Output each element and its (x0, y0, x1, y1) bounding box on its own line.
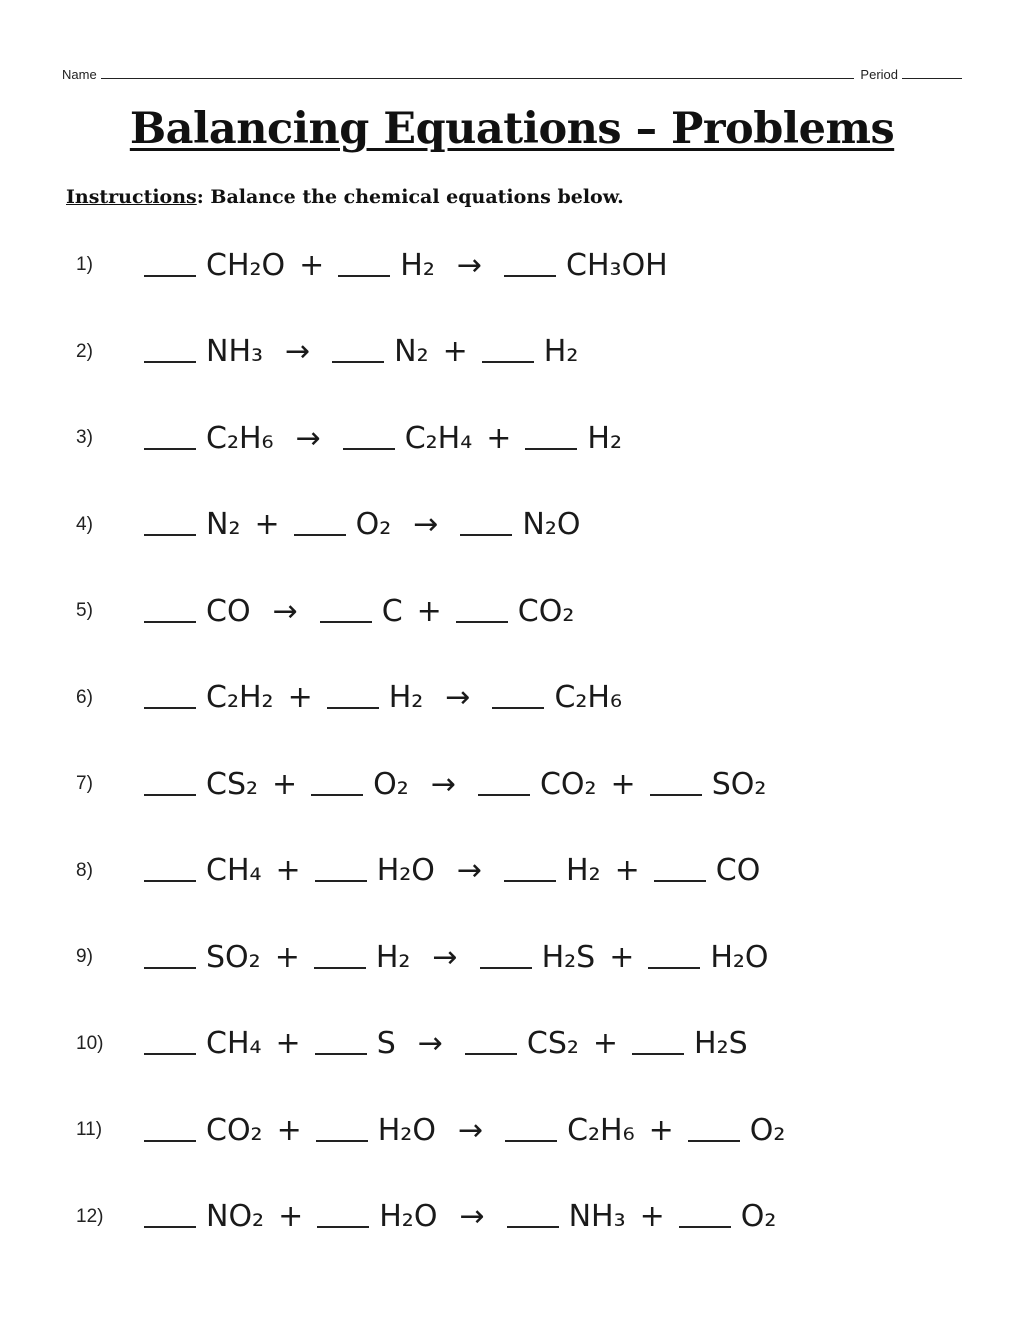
problem-number: 6) (76, 686, 93, 708)
instructions-label: Instructions (66, 186, 197, 208)
chemical-formula: CH₂O (206, 247, 286, 283)
equation (144, 940, 769, 975)
coefficient-blank[interactable] (504, 275, 556, 277)
reaction-arrow: → (459, 1199, 485, 1234)
chemical-formula: CH₃OH (566, 247, 668, 283)
reaction-arrow: → (285, 334, 311, 369)
problem-row (0, 500, 1024, 550)
problem-number: 9) (76, 946, 93, 967)
coefficient-blank[interactable] (314, 967, 366, 969)
plus-sign: + (610, 766, 636, 802)
coefficient-blank[interactable] (144, 1140, 196, 1142)
problem-number: 12) (76, 1205, 104, 1227)
equation (144, 594, 574, 629)
chemical-formula: O₂ (749, 1112, 786, 1148)
plus-sign: + (254, 507, 280, 542)
chemical-formula: SO₂ (711, 766, 767, 802)
instructions (66, 186, 624, 208)
chemical-formula: H₂ (543, 334, 579, 369)
reaction-arrow: → (457, 1112, 484, 1148)
chemical-formula: CO₂ (206, 1112, 263, 1148)
coefficient-blank[interactable] (144, 1053, 196, 1055)
problem-row (0, 1105, 1024, 1155)
problem-row (0, 240, 1024, 290)
chemical-formula: CS₂ (206, 766, 259, 802)
coefficient-blank[interactable] (294, 534, 346, 536)
plus-sign: + (416, 593, 442, 629)
plus-sign: + (275, 853, 301, 888)
problem-row (0, 932, 1024, 982)
problem-number: 2) (76, 340, 93, 362)
period-label: Period (860, 67, 898, 82)
plus-sign: + (609, 939, 635, 975)
reaction-arrow: → (445, 680, 471, 715)
coefficient-blank[interactable] (327, 707, 379, 709)
chemical-formula: H₂ (375, 939, 411, 975)
problem-row (0, 1192, 1024, 1242)
coefficient-blank[interactable] (144, 880, 196, 882)
equation (144, 421, 622, 456)
coefficient-blank[interactable] (144, 794, 196, 796)
reaction-arrow: → (456, 247, 483, 283)
plus-sign: + (275, 1026, 301, 1061)
equation (144, 507, 580, 542)
coefficient-blank[interactable] (144, 448, 196, 450)
coefficient-blank[interactable] (338, 275, 390, 277)
coefficient-blank[interactable] (456, 621, 508, 623)
problem-number: 3) (76, 427, 93, 448)
coefficient-blank[interactable] (482, 361, 534, 363)
reaction-arrow: → (413, 507, 439, 542)
chemical-formula: C₂H₄ (404, 420, 473, 456)
chemical-formula: CO₂ (539, 766, 597, 802)
chemical-formula: NO₂ (206, 1199, 265, 1234)
problem-row (0, 673, 1024, 723)
chemical-formula: H₂O (710, 939, 769, 975)
coefficient-blank[interactable] (144, 534, 196, 536)
chemical-formula: N₂ (206, 507, 241, 542)
chemical-formula: H₂O (379, 1199, 438, 1234)
chemical-formula: H₂O (376, 853, 435, 888)
coefficient-blank[interactable] (525, 448, 577, 450)
plus-sign: + (486, 420, 512, 456)
chemical-formula: C₂H₆ (567, 1112, 635, 1148)
coefficient-blank[interactable] (311, 794, 363, 796)
problem-row (0, 846, 1024, 896)
equation (144, 334, 578, 369)
chemical-formula: H₂ (566, 853, 601, 888)
problem-number: 5) (76, 600, 93, 621)
plus-sign: + (278, 1199, 304, 1234)
equation (144, 1199, 776, 1234)
name-label: Name (62, 67, 97, 82)
plus-sign: + (299, 247, 325, 283)
problem-row (0, 1019, 1024, 1069)
chemical-formula: C₂H₆ (206, 420, 274, 456)
period-field[interactable] (902, 66, 962, 79)
coefficient-blank[interactable] (654, 880, 706, 882)
chemical-formula: CH₄ (206, 1026, 262, 1061)
chemical-formula: CS₂ (526, 1026, 579, 1061)
equation (144, 767, 766, 802)
equation (144, 1026, 748, 1061)
reaction-arrow: → (417, 1026, 443, 1061)
coefficient-blank[interactable] (478, 794, 530, 796)
reaction-arrow: → (272, 593, 298, 629)
problem-number: 10) (76, 1032, 104, 1054)
coefficient-blank[interactable] (343, 448, 395, 450)
chemical-formula: N₂ (394, 334, 429, 369)
chemical-formula: SO₂ (206, 939, 261, 975)
plus-sign: + (614, 853, 640, 888)
plus-sign: + (272, 766, 298, 802)
coefficient-blank[interactable] (688, 1140, 740, 1142)
chemical-formula: NH₃ (568, 1199, 626, 1234)
coefficient-blank[interactable] (504, 880, 556, 882)
chemical-formula: C (381, 593, 403, 629)
chemical-formula: O₂ (740, 1199, 777, 1234)
chemical-formula: NH₃ (206, 334, 264, 369)
problem-row (0, 759, 1024, 809)
chemical-formula: S (376, 1026, 396, 1061)
equation (144, 680, 622, 715)
problem-row (0, 586, 1024, 636)
plus-sign: + (442, 334, 468, 369)
equation (144, 853, 760, 888)
problem-number: 1) (76, 254, 93, 275)
chemical-formula: H₂ (400, 247, 435, 283)
reaction-arrow: → (430, 766, 456, 802)
plus-sign: + (592, 1026, 619, 1061)
chemical-formula: O₂ (355, 507, 392, 542)
problem-number: 8) (76, 859, 93, 881)
equation (144, 248, 668, 283)
coefficient-blank[interactable] (144, 275, 196, 277)
coefficient-blank[interactable] (465, 1053, 517, 1055)
instructions-text: : Balance the chemical equations below. (196, 186, 624, 208)
problem-row (0, 413, 1024, 463)
reaction-arrow: → (456, 853, 483, 888)
coefficient-blank[interactable] (144, 361, 196, 363)
chemical-formula: CH₄ (206, 853, 262, 888)
coefficient-blank[interactable] (315, 1053, 367, 1055)
chemical-formula: CO₂ (517, 593, 575, 629)
coefficient-blank[interactable] (650, 794, 702, 796)
plus-sign: + (276, 1112, 302, 1148)
plus-sign: + (639, 1199, 665, 1234)
chemical-formula: CO (715, 853, 761, 888)
chemical-formula: H₂O (377, 1112, 436, 1148)
reaction-arrow: → (295, 420, 321, 456)
coefficient-blank[interactable] (144, 1226, 196, 1228)
chemical-formula: C₂H₂ (206, 680, 274, 715)
coefficient-blank[interactable] (505, 1140, 557, 1142)
problem-number: 7) (76, 773, 93, 794)
coefficient-blank[interactable] (632, 1053, 684, 1055)
coefficient-blank[interactable] (332, 361, 384, 363)
chemical-formula: N₂O (522, 507, 581, 542)
coefficient-blank[interactable] (460, 534, 512, 536)
coefficient-blank[interactable] (648, 967, 700, 969)
chemical-formula: CO (206, 593, 251, 629)
coefficient-blank[interactable] (144, 621, 196, 623)
coefficient-blank[interactable] (317, 1226, 369, 1228)
coefficient-blank[interactable] (320, 621, 372, 623)
coefficient-blank[interactable] (316, 1140, 368, 1142)
plus-sign: + (274, 939, 300, 975)
equation (144, 1113, 785, 1148)
chemical-formula: H₂ (388, 680, 424, 715)
problem-number: 4) (76, 513, 93, 535)
name-field[interactable] (101, 66, 855, 79)
coefficient-blank[interactable] (144, 967, 196, 969)
chemical-formula: O₂ (373, 766, 409, 802)
reaction-arrow: → (432, 939, 458, 975)
coefficient-blank[interactable] (507, 1226, 559, 1228)
coefficient-blank[interactable] (480, 967, 532, 969)
problem-number: 11) (76, 1119, 103, 1140)
chemical-formula: H₂ (587, 420, 622, 456)
coefficient-blank[interactable] (492, 707, 544, 709)
problem-row (0, 327, 1024, 377)
chemical-formula: H₂S (694, 1026, 748, 1061)
coefficient-blank[interactable] (315, 880, 367, 882)
coefficient-blank[interactable] (679, 1226, 731, 1228)
coefficient-blank[interactable] (144, 707, 196, 709)
chemical-formula: H₂S (541, 939, 596, 975)
plus-sign: + (648, 1112, 674, 1148)
plus-sign: + (287, 680, 313, 715)
worksheet-title: Balancing Equations – Problems (129, 104, 895, 154)
student-info-line (62, 62, 962, 82)
chemical-formula: C₂H₆ (554, 680, 622, 715)
